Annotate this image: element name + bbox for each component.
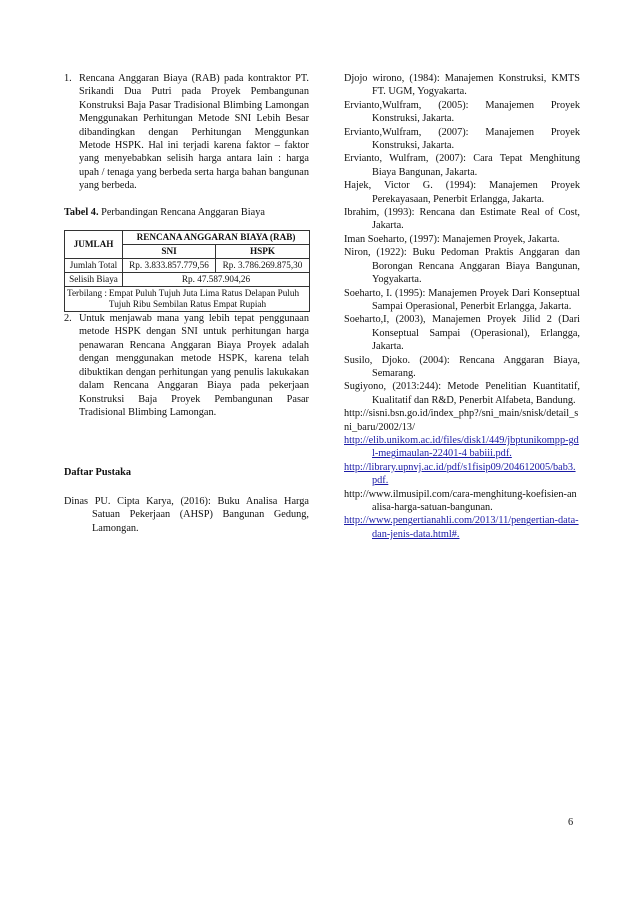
reference-entry: Soeharto,I, (2003), Manajemen Proyek Jilid 2 (Dari Konseptual Sampai (Operasional), Erlangga, Jakarta. <box>344 314 580 353</box>
item-text: Rencana Anggaran Biaya (RAB) pada kontraktor PT. Srikandi Dua Putri pada Proyek Pembangunan Konstruksi Baja Pasar Tradisional Blimbing Lamongan Menggunakan Perhitungan Metode SNI Lebih Besar dibandingkan dengan Perhitungan Menggunkan Metode HSPK. Hal ini terjadi karena faktor – faktor yang menyebabkan selisih harga antara lain : harga upah / tenaga yang berbeda serta harga bahan bangunan yang berbeda. <box>79 73 309 192</box>
row-total-label: Jumlah Total <box>65 259 123 273</box>
table-row <box>65 273 310 287</box>
section-heading: Daftar Pustaka <box>64 467 132 479</box>
row-total-sni: Rp. 3.833.857.779,56 <box>123 259 216 273</box>
reference-entry: Sugiyono, (2013:244): Metode Penelitian Kuantitatif, Kualitatif dan R&D, Penerbit Alfabeta, Bandung. <box>344 381 580 406</box>
reference-entry: Ervianto,Wulfram, (2005): Manajemen Proyek Konstruksi, Jakarta. <box>344 99 580 125</box>
item-number: 1. <box>64 73 72 84</box>
table-row <box>65 259 310 273</box>
reference-entry: Ibrahim, (1993): Rencana dan Estimate Real of Cost, Jakarta. <box>344 207 580 232</box>
comparison-table <box>64 230 310 312</box>
reference-entry: Ervianto, Wulfram, (2007): Cara Tepat Menghitung Biaya Bangunan, Jakarta. <box>344 153 580 178</box>
item-number: 2. <box>64 313 72 325</box>
item-text: Untuk menjawab mana yang lebih tepat penggunaan metode HSPK dengan SNI untuk perhitungan harga penawaran Rencana Anggaran Biaya Proyek adalah dengan menggunakan metode HSPK, karena telah dibuktikan dengan perhitungan yang penulis lakukakan dalam Rencana Anggaran Biaya pada pekerjaan Konstruksi Baja Proyek Pembangunan Pasar Tradisional Blimbing Lamongan. <box>79 313 309 418</box>
header-rab: RENCANA ANGGARAN BIAYA (RAB) <box>123 231 310 245</box>
reference-entry: Ervianto,Wulfram, (2007): Manajemen Proyek Konstruksi, Jakarta. <box>344 126 580 152</box>
reference-entry: Dinas PU. Cipta Karya, (2016): Buku Analisa Harga Satuan Pekerjaan (AHSP) Bangunan Gedung, Lamongan. <box>64 495 309 534</box>
row-total-hspk: Rp. 3.786.269.875,30 <box>216 259 310 273</box>
row-selisih-label: Selisih Biaya <box>65 273 123 287</box>
reference-entry: Hajek, Victor G. (1994): Manajemen Proyek Perekayasaan, Penerbit Erlangga, Jakarta. <box>344 180 580 205</box>
right-column <box>344 72 580 541</box>
reference-url: http://sisni.bsn.go.id/index_php?/sni_main/snisk/detail_sni_baru/2002/13/ <box>344 408 579 433</box>
table-caption-label: Tabel 4. <box>64 206 99 218</box>
header-sni: SNI <box>123 245 216 259</box>
reference-entry: Djojo wirono, (1984): Manajemen Konstruksi, KMTS FT. UGM, Yogyakarta. <box>344 73 580 98</box>
row-selisih-value: Rp. 47.587.904,26 <box>123 273 310 287</box>
reference-link[interactable]: http://library.upnvj.ac.id/pdf/s1fisip09/204612005/bab3.pdf. <box>344 461 576 487</box>
reference-entry: Susilo, Djoko. (2004): Rencana Anggaran Biaya, Semarang. <box>344 354 580 379</box>
left-column <box>64 72 309 535</box>
terbilang-cell <box>65 287 310 312</box>
reference-entry: Iman Soeharto, (1997): Manajemen Proyek, Jakarta. <box>344 233 560 245</box>
reference-entry: Soeharto, I. (1995): Manajemen Proyek Dari Konseptual Sampai Operasional, Penerbit Erlangga, Jakarta. <box>344 287 580 312</box>
reference-entry: Niron, (1922): Buku Pedoman Praktis Anggaran dan Borongan Rencana Anggaran Biaya Bangunan, Yogyakarta. <box>344 247 580 286</box>
conclusion-item-1 <box>64 72 309 193</box>
table-row <box>65 287 310 312</box>
terbilang-label: Terbilang : <box>67 288 107 299</box>
conclusion-list-2 <box>64 312 309 419</box>
table-caption <box>64 206 309 219</box>
reference-link[interactable]: http://elib.unikom.ac.id/files/disk1/449/jbptunikompp-gdl-megimaulan-22401-4 babiii.pdf. <box>344 434 579 460</box>
table-header-row <box>65 231 310 245</box>
conclusion-item-2 <box>64 312 309 419</box>
conclusion-list <box>64 72 309 193</box>
terbilang-text: Empat Puluh Tujuh Juta Lima Ratus Delapan Puluh Tujuh Ribu Sembilan Ratus Empat Rupiah <box>108 288 300 310</box>
reference-link[interactable]: http://www.pengertianahli.com/2013/11/pengertian-data-dan-jenis-data.html#. <box>344 515 579 540</box>
header-jumlah: JUMLAH <box>65 231 123 259</box>
reference-url: http://www.ilmusipil.com/cara-menghitung-koefisien-analisa-harga-satuan-bangunan. <box>344 488 577 513</box>
page-number: 6 <box>568 817 574 828</box>
table-caption-text: Perbandingan Rencana Anggaran Biaya <box>98 206 265 218</box>
header-hspk: HSPK <box>216 245 310 259</box>
